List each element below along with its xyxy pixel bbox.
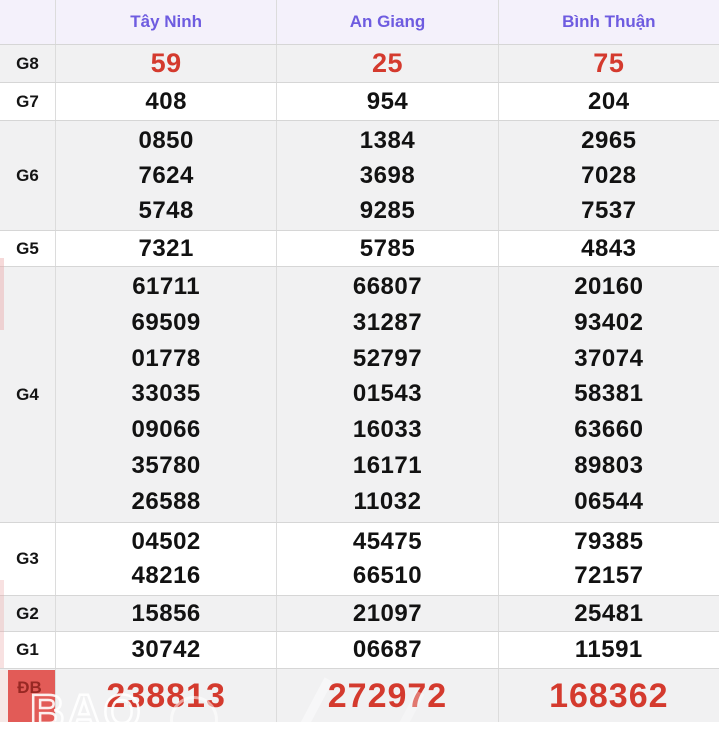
prize-label: G4 bbox=[16, 384, 39, 404]
result-number: 37074 bbox=[574, 344, 644, 372]
result-cell bbox=[55, 669, 276, 722]
result-number: 93402 bbox=[574, 308, 644, 336]
prize-row bbox=[0, 120, 719, 230]
prize-row bbox=[0, 230, 719, 266]
result-number: 89803 bbox=[574, 452, 644, 480]
result-cell bbox=[276, 121, 497, 230]
result-number: 75 bbox=[593, 48, 625, 78]
prize-label: ĐB bbox=[17, 677, 42, 697]
result-number: 52797 bbox=[352, 344, 423, 372]
result-number: 20160 bbox=[574, 272, 644, 300]
result-number: 79385 bbox=[574, 528, 644, 555]
header-row bbox=[0, 0, 719, 44]
result-number: 06544 bbox=[574, 487, 644, 515]
db-cell-edge bbox=[0, 670, 8, 722]
prize-row bbox=[0, 631, 719, 668]
header-corner-cell bbox=[0, 0, 55, 44]
result-number: 26588 bbox=[131, 487, 201, 515]
result-number: 25481 bbox=[574, 599, 644, 627]
result-number: 45475 bbox=[352, 528, 423, 555]
prize-label: G2 bbox=[16, 603, 39, 623]
prize-label-cell bbox=[0, 267, 55, 522]
result-number: 16171 bbox=[352, 452, 423, 480]
result-number: 58381 bbox=[574, 380, 644, 408]
result-number: 3698 bbox=[359, 161, 416, 189]
result-cell bbox=[276, 83, 497, 120]
result-number: 35780 bbox=[131, 452, 201, 480]
prize-row bbox=[0, 595, 719, 631]
result-number: 168362 bbox=[549, 676, 669, 715]
result-cell bbox=[55, 121, 276, 230]
result-number: 61711 bbox=[132, 272, 201, 300]
result-number: 25 bbox=[371, 48, 404, 78]
prize-row bbox=[0, 522, 719, 595]
result-cell bbox=[498, 523, 719, 595]
result-number: 66510 bbox=[352, 562, 423, 589]
prize-row bbox=[0, 82, 719, 120]
prize-rows-container bbox=[0, 44, 719, 722]
prize-label-cell bbox=[0, 45, 55, 82]
result-number: 01778 bbox=[131, 344, 201, 372]
result-number: 9285 bbox=[359, 196, 416, 224]
column-header-label[interactable]: Tây Ninh bbox=[130, 12, 203, 31]
result-cell bbox=[498, 231, 719, 266]
result-cell bbox=[55, 632, 276, 668]
result-cell bbox=[498, 267, 719, 522]
result-number: 21097 bbox=[352, 599, 423, 627]
result-cell bbox=[498, 83, 719, 120]
prize-label-cell bbox=[0, 121, 55, 230]
result-number: 7321 bbox=[138, 234, 194, 262]
column-header-tay-ninh[interactable] bbox=[55, 0, 276, 44]
prize-label-cell bbox=[0, 632, 55, 668]
result-cell bbox=[498, 596, 719, 631]
prize-label-cell bbox=[0, 231, 55, 266]
result-cell bbox=[55, 523, 276, 595]
prize-row bbox=[0, 44, 719, 82]
result-number: 7537 bbox=[581, 196, 637, 224]
result-number: 408 bbox=[145, 87, 187, 115]
column-header-an-giang[interactable] bbox=[276, 0, 497, 44]
result-number: 66807 bbox=[352, 272, 423, 300]
result-number: 09066 bbox=[131, 416, 201, 444]
result-cell bbox=[276, 231, 497, 266]
result-cell bbox=[276, 669, 497, 722]
result-cell bbox=[55, 83, 276, 120]
result-number: 272972 bbox=[327, 676, 448, 715]
bottom-spacer bbox=[0, 722, 719, 728]
result-cell bbox=[498, 121, 719, 230]
result-cell bbox=[276, 596, 497, 631]
prize-label: G1 bbox=[16, 640, 39, 659]
result-cell bbox=[276, 632, 497, 668]
result-number: 238813 bbox=[106, 676, 226, 715]
prize-label: G3 bbox=[16, 549, 39, 568]
result-number: 30742 bbox=[131, 636, 201, 663]
result-number: 7028 bbox=[581, 161, 637, 189]
result-number: 59 bbox=[150, 48, 182, 78]
column-header-binh-thuan[interactable] bbox=[498, 0, 719, 44]
result-number: 01543 bbox=[352, 380, 423, 408]
result-number: 31287 bbox=[352, 308, 423, 336]
result-number: 2965 bbox=[581, 126, 637, 154]
prize-label: G6 bbox=[16, 165, 39, 185]
result-number: 11591 bbox=[574, 636, 643, 663]
prize-label: G7 bbox=[16, 91, 39, 111]
prize-row bbox=[0, 668, 719, 722]
result-cell bbox=[55, 45, 276, 82]
result-number: 5785 bbox=[359, 234, 416, 262]
prize-label: G8 bbox=[16, 53, 39, 73]
prize-label-cell bbox=[0, 669, 55, 722]
result-number: 33035 bbox=[131, 380, 201, 408]
result-cell bbox=[55, 231, 276, 266]
result-cell bbox=[276, 523, 497, 595]
column-header-label[interactable]: An Giang bbox=[349, 12, 426, 31]
result-number: 4843 bbox=[581, 234, 637, 262]
result-number: 04502 bbox=[131, 528, 201, 555]
prize-label-cell bbox=[0, 596, 55, 631]
result-number: 06687 bbox=[352, 636, 423, 663]
result-cell bbox=[55, 267, 276, 522]
result-number: 16033 bbox=[352, 416, 423, 444]
column-header-label[interactable]: Bình Thuận bbox=[562, 12, 656, 31]
result-number: 7624 bbox=[138, 161, 194, 189]
result-cell bbox=[498, 632, 719, 668]
result-number: 5748 bbox=[138, 196, 194, 224]
result-number: 11032 bbox=[353, 487, 422, 515]
prize-label-cell bbox=[0, 83, 55, 120]
result-number: 0850 bbox=[138, 126, 194, 154]
result-number: 69509 bbox=[131, 308, 201, 336]
result-number: 204 bbox=[588, 87, 630, 115]
result-cell bbox=[276, 267, 497, 522]
result-number: 15856 bbox=[131, 599, 201, 627]
result-cell bbox=[55, 596, 276, 631]
prize-label-cell bbox=[0, 523, 55, 595]
result-number: 954 bbox=[366, 87, 409, 115]
prize-label: G5 bbox=[16, 238, 39, 258]
result-number: 48216 bbox=[131, 562, 201, 589]
result-cell bbox=[498, 669, 719, 722]
result-number: 63660 bbox=[574, 416, 644, 444]
result-number: 72157 bbox=[574, 562, 644, 589]
result-cell bbox=[276, 45, 497, 82]
result-cell bbox=[498, 45, 719, 82]
prize-row bbox=[0, 266, 719, 522]
result-number: 1384 bbox=[359, 126, 416, 154]
